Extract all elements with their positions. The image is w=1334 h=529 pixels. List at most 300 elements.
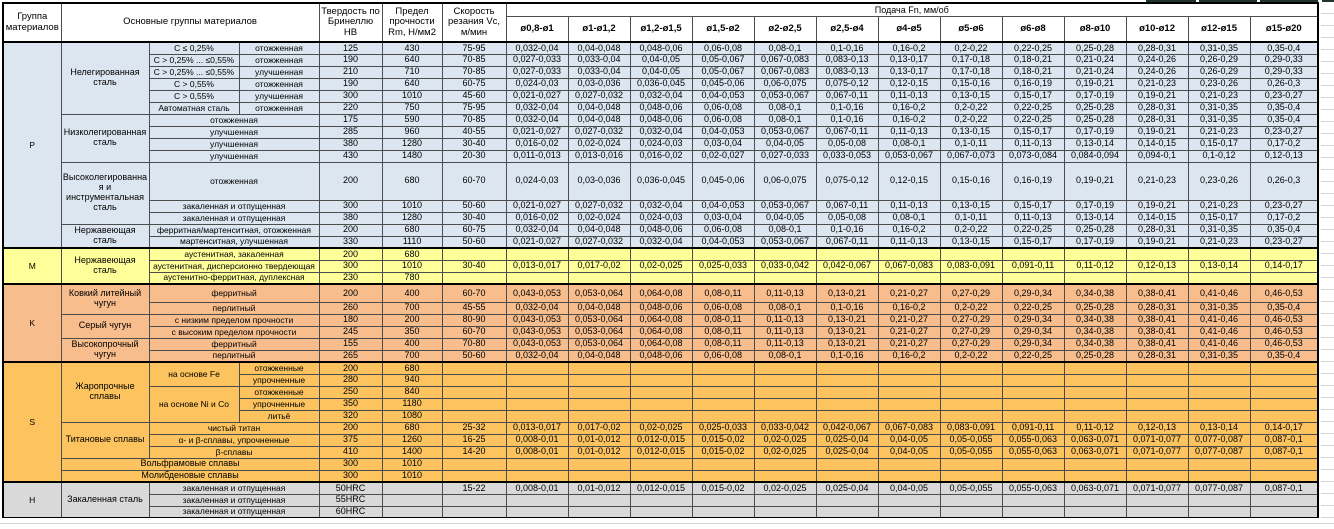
- table-cell[interactable]: [442, 374, 506, 386]
- feed-cell[interactable]: [1188, 410, 1250, 422]
- feed-cell[interactable]: 0,08-0,11: [692, 284, 754, 302]
- feed-cell[interactable]: 0,032-0,04: [506, 42, 568, 54]
- table-cell[interactable]: 380: [319, 138, 382, 150]
- feed-cell[interactable]: [940, 272, 1002, 284]
- feed-cell[interactable]: 0,021-0,027: [506, 90, 568, 102]
- feed-cell[interactable]: [816, 386, 878, 398]
- feed-cell[interactable]: 0,013-0,017: [506, 422, 568, 434]
- feed-cell[interactable]: 0,31-0,35: [1188, 302, 1250, 314]
- feed-cell[interactable]: 0,01-0,012: [568, 434, 630, 446]
- feed-cell[interactable]: 0,16-0,2: [878, 114, 940, 126]
- header-feed-col[interactable]: ø1,2-ø1,5: [630, 17, 692, 43]
- feed-cell[interactable]: 0,067-0,11: [816, 90, 878, 102]
- feed-cell[interactable]: [1002, 410, 1064, 422]
- feed-cell[interactable]: 0,19-0,21: [1126, 236, 1188, 248]
- feed-cell[interactable]: 0,16-0,2: [878, 302, 940, 314]
- feed-cell[interactable]: [692, 272, 754, 284]
- table-cell[interactable]: 1010: [382, 458, 442, 470]
- feed-cell[interactable]: [940, 494, 1002, 506]
- table-cell[interactable]: 75-95: [442, 102, 506, 114]
- feed-cell[interactable]: [940, 362, 1002, 374]
- feed-cell[interactable]: 0,055-0,063: [1002, 482, 1064, 494]
- table-cell[interactable]: 680: [382, 224, 442, 236]
- table-cell[interactable]: 300: [319, 260, 382, 272]
- feed-cell[interactable]: 0,13-0,15: [940, 236, 1002, 248]
- feed-cell[interactable]: 0,02-0,025: [630, 422, 692, 434]
- feed-cell[interactable]: 0,04-0,05: [754, 212, 816, 224]
- table-cell[interactable]: 750: [382, 102, 442, 114]
- feed-cell[interactable]: 0,17-0,19: [1064, 200, 1126, 212]
- feed-cell[interactable]: 0,04-0,048: [568, 350, 630, 362]
- feed-cell[interactable]: 0,048-0,06: [630, 42, 692, 54]
- feed-cell[interactable]: [878, 374, 940, 386]
- feed-cell[interactable]: [1064, 494, 1126, 506]
- table-cell[interactable]: перлитный: [149, 302, 319, 314]
- feed-cell[interactable]: 0,012-0,015: [630, 446, 692, 458]
- feed-cell[interactable]: 0,08-0,1: [878, 138, 940, 150]
- feed-cell[interactable]: [1002, 494, 1064, 506]
- feed-cell[interactable]: 0,35-0,4: [1250, 114, 1318, 126]
- feed-cell[interactable]: 0,036-0,045: [630, 78, 692, 90]
- feed-cell[interactable]: 0,24-0,26: [1126, 54, 1188, 66]
- feed-cell[interactable]: 0,23-0,26: [1188, 162, 1250, 200]
- feed-cell[interactable]: 0,04-0,053: [692, 90, 754, 102]
- feed-cell[interactable]: 0,032-0,04: [506, 102, 568, 114]
- group-letter-cell[interactable]: P: [3, 42, 61, 248]
- feed-cell[interactable]: [692, 470, 754, 482]
- feed-cell[interactable]: 0,13-0,21: [816, 338, 878, 350]
- table-cell[interactable]: 840: [382, 386, 442, 398]
- feed-cell[interactable]: [1064, 374, 1126, 386]
- feed-cell[interactable]: 0,15-0,16: [940, 78, 1002, 90]
- feed-cell[interactable]: 0,043-0,053: [506, 326, 568, 338]
- table-cell[interactable]: 20-30: [442, 150, 506, 162]
- feed-cell[interactable]: [878, 506, 940, 518]
- table-cell[interactable]: 60-70: [442, 162, 506, 200]
- feed-cell[interactable]: [568, 470, 630, 482]
- group-letter-cell[interactable]: S: [3, 362, 61, 482]
- table-cell[interactable]: Вольфрамовые сплавы: [61, 458, 319, 470]
- feed-cell[interactable]: 0,083-0,13: [816, 66, 878, 78]
- feed-cell[interactable]: 0,033-0,042: [754, 422, 816, 434]
- feed-cell[interactable]: 0,03-0,036: [568, 162, 630, 200]
- feed-cell[interactable]: 0,024-0,03: [630, 212, 692, 224]
- feed-cell[interactable]: 0,05-0,067: [692, 66, 754, 78]
- table-cell[interactable]: улучшенная: [239, 90, 319, 102]
- feed-cell[interactable]: 0,05-0,055: [940, 434, 1002, 446]
- table-cell[interactable]: Жаропрочные сплавы: [61, 362, 149, 422]
- feed-cell[interactable]: 0,094-0,1: [1126, 150, 1188, 162]
- table-cell[interactable]: ферритный: [149, 284, 319, 302]
- feed-cell[interactable]: 0,34-0,38: [1064, 338, 1126, 350]
- table-cell[interactable]: 300: [319, 90, 382, 102]
- feed-cell[interactable]: 0,048-0,06: [630, 302, 692, 314]
- feed-cell[interactable]: [878, 398, 940, 410]
- feed-cell[interactable]: 0,053-0,067: [754, 126, 816, 138]
- feed-cell[interactable]: [630, 410, 692, 422]
- table-cell[interactable]: [442, 398, 506, 410]
- feed-cell[interactable]: 0,053-0,067: [754, 236, 816, 248]
- table-cell[interactable]: 200: [319, 248, 382, 260]
- feed-cell[interactable]: [1188, 386, 1250, 398]
- feed-cell[interactable]: 0,21-0,24: [1064, 54, 1126, 66]
- feed-cell[interactable]: 0,29-0,34: [1002, 338, 1064, 350]
- table-cell[interactable]: чистый титан: [149, 422, 319, 434]
- feed-cell[interactable]: 0,02-0,024: [568, 212, 630, 224]
- feed-cell[interactable]: 0,04-0,048: [568, 302, 630, 314]
- feed-cell[interactable]: 0,075-0,12: [816, 78, 878, 90]
- table-cell[interactable]: 70-85: [442, 66, 506, 78]
- feed-cell[interactable]: [692, 410, 754, 422]
- table-cell[interactable]: [442, 362, 506, 374]
- table-cell[interactable]: 60-75: [442, 78, 506, 90]
- group-letter-cell[interactable]: M: [3, 248, 61, 284]
- table-cell[interactable]: упрочненные: [239, 398, 319, 410]
- feed-cell[interactable]: 0,21-0,23: [1188, 236, 1250, 248]
- feed-cell[interactable]: [816, 470, 878, 482]
- feed-cell[interactable]: 0,02-0,025: [630, 260, 692, 272]
- feed-cell[interactable]: [506, 458, 568, 470]
- table-cell[interactable]: С > 0,55%: [149, 90, 239, 102]
- table-cell[interactable]: 200: [319, 224, 382, 236]
- feed-cell[interactable]: 0,35-0,4: [1250, 224, 1318, 236]
- feed-cell[interactable]: [1002, 272, 1064, 284]
- feed-cell[interactable]: 0,04-0,05: [754, 138, 816, 150]
- feed-cell[interactable]: 0,21-0,23: [1188, 126, 1250, 138]
- table-cell[interactable]: 245: [319, 326, 382, 338]
- table-cell[interactable]: 14-20: [442, 446, 506, 458]
- feed-cell[interactable]: 0,087-0,1: [1250, 446, 1318, 458]
- feed-cell[interactable]: 0,048-0,06: [630, 114, 692, 126]
- feed-cell[interactable]: 0,17-0,2: [1250, 212, 1318, 224]
- table-cell[interactable]: 680: [382, 362, 442, 374]
- feed-cell[interactable]: [878, 494, 940, 506]
- feed-cell[interactable]: 0,15-0,16: [940, 162, 1002, 200]
- feed-cell[interactable]: 0,15-0,17: [1002, 126, 1064, 138]
- feed-cell[interactable]: 0,19-0,21: [1064, 78, 1126, 90]
- feed-cell[interactable]: 0,29-0,34: [1002, 314, 1064, 326]
- feed-cell[interactable]: [816, 506, 878, 518]
- header-feed-col[interactable]: ø2-ø2,5: [754, 17, 816, 43]
- feed-cell[interactable]: 0,015-0,02: [692, 434, 754, 446]
- feed-cell[interactable]: 0,23-0,26: [1188, 78, 1250, 90]
- feed-cell[interactable]: [754, 272, 816, 284]
- header-speed[interactable]: Скорость резания Vc, м/мин: [442, 3, 506, 42]
- feed-cell[interactable]: [940, 506, 1002, 518]
- table-cell[interactable]: 640: [382, 54, 442, 66]
- feed-cell[interactable]: 0,13-0,14: [1188, 260, 1250, 272]
- feed-cell[interactable]: 0,28-0,31: [1126, 350, 1188, 362]
- feed-cell[interactable]: 0,06-0,08: [692, 102, 754, 114]
- feed-cell[interactable]: [1126, 374, 1188, 386]
- table-cell[interactable]: упрочненные: [239, 374, 319, 386]
- feed-cell[interactable]: 0,032-0,04: [630, 200, 692, 212]
- feed-cell[interactable]: 0,15-0,17: [1002, 90, 1064, 102]
- feed-cell[interactable]: 0,28-0,31: [1126, 102, 1188, 114]
- feed-cell[interactable]: [1250, 374, 1318, 386]
- feed-cell[interactable]: [878, 362, 940, 374]
- feed-cell[interactable]: [630, 272, 692, 284]
- feed-cell[interactable]: 0,2-0,22: [940, 42, 1002, 54]
- feed-cell[interactable]: [878, 470, 940, 482]
- feed-cell[interactable]: [506, 386, 568, 398]
- feed-cell[interactable]: [1126, 386, 1188, 398]
- feed-cell[interactable]: 0,053-0,064: [568, 326, 630, 338]
- feed-cell[interactable]: [754, 470, 816, 482]
- feed-cell[interactable]: 0,21-0,24: [1064, 66, 1126, 78]
- feed-cell[interactable]: 0,35-0,4: [1250, 302, 1318, 314]
- feed-cell[interactable]: 0,045-0,06: [692, 162, 754, 200]
- table-cell[interactable]: 430: [319, 150, 382, 162]
- feed-cell[interactable]: [692, 386, 754, 398]
- feed-cell[interactable]: 0,025-0,033: [692, 260, 754, 272]
- feed-cell[interactable]: 0,13-0,17: [878, 66, 940, 78]
- feed-cell[interactable]: 0,29-0,33: [1250, 54, 1318, 66]
- feed-cell[interactable]: [568, 272, 630, 284]
- feed-cell[interactable]: 0,15-0,17: [1002, 236, 1064, 248]
- table-cell[interactable]: [442, 410, 506, 422]
- feed-cell[interactable]: 0,045-0,06: [692, 78, 754, 90]
- feed-cell[interactable]: [816, 494, 878, 506]
- feed-cell[interactable]: 0,05-0,067: [692, 54, 754, 66]
- feed-cell[interactable]: [568, 458, 630, 470]
- feed-cell[interactable]: 0,024-0,03: [506, 78, 568, 90]
- table-cell[interactable]: Молибденовые сплавы: [61, 470, 319, 482]
- feed-cell[interactable]: 0,008-0,01: [506, 446, 568, 458]
- table-cell[interactable]: 380: [319, 212, 382, 224]
- feed-cell[interactable]: 0,008-0,01: [506, 482, 568, 494]
- feed-cell[interactable]: 0,12-0,15: [878, 162, 940, 200]
- feed-cell[interactable]: [1002, 386, 1064, 398]
- feed-cell[interactable]: [754, 458, 816, 470]
- feed-cell[interactable]: [630, 506, 692, 518]
- feed-cell[interactable]: 0,04-0,048: [568, 42, 630, 54]
- feed-cell[interactable]: 0,17-0,19: [1064, 126, 1126, 138]
- header-feed-col[interactable]: ø10-ø12: [1126, 17, 1188, 43]
- table-cell[interactable]: 50HRC: [319, 482, 382, 494]
- table-cell[interactable]: 70-85: [442, 54, 506, 66]
- table-cell[interactable]: Титановые сплавы: [61, 422, 149, 458]
- feed-cell[interactable]: 0,067-0,11: [816, 200, 878, 212]
- table-cell[interactable]: 700: [382, 350, 442, 362]
- table-cell[interactable]: С > 0,25% ... ≤0,55%: [149, 54, 239, 66]
- table-cell[interactable]: 680: [382, 162, 442, 200]
- table-cell[interactable]: 125: [319, 42, 382, 54]
- feed-cell[interactable]: 0,23-0,27: [1250, 236, 1318, 248]
- feed-cell[interactable]: 0,04-0,05: [878, 434, 940, 446]
- feed-cell[interactable]: [754, 374, 816, 386]
- feed-cell[interactable]: [630, 248, 692, 260]
- feed-cell[interactable]: 0,13-0,14: [1064, 138, 1126, 150]
- feed-cell[interactable]: [506, 410, 568, 422]
- feed-cell[interactable]: 0,067-0,083: [878, 422, 940, 434]
- table-cell[interactable]: 220: [319, 102, 382, 114]
- feed-cell[interactable]: 0,26-0,3: [1250, 162, 1318, 200]
- feed-cell[interactable]: 0,048-0,06: [630, 102, 692, 114]
- feed-cell[interactable]: 0,21-0,23: [1188, 90, 1250, 102]
- feed-cell[interactable]: [506, 374, 568, 386]
- table-cell[interactable]: с низким пределом прочности: [149, 314, 319, 326]
- feed-cell[interactable]: 0,25-0,28: [1064, 114, 1126, 126]
- feed-cell[interactable]: 0,28-0,31: [1126, 224, 1188, 236]
- feed-cell[interactable]: [1188, 362, 1250, 374]
- feed-cell[interactable]: 0,091-0,11: [1002, 260, 1064, 272]
- feed-cell[interactable]: 0,21-0,23: [1126, 162, 1188, 200]
- feed-cell[interactable]: 0,34-0,38: [1064, 314, 1126, 326]
- feed-cell[interactable]: 0,15-0,17: [1002, 200, 1064, 212]
- feed-cell[interactable]: 0,08-0,1: [754, 114, 816, 126]
- feed-cell[interactable]: 0,12-0,13: [1126, 422, 1188, 434]
- feed-cell[interactable]: 0,032-0,04: [630, 236, 692, 248]
- feed-cell[interactable]: 0,11-0,13: [878, 90, 940, 102]
- feed-cell[interactable]: 0,077-0,087: [1188, 434, 1250, 446]
- feed-cell[interactable]: [630, 362, 692, 374]
- table-cell[interactable]: Нержавеющая сталь: [61, 248, 149, 284]
- feed-cell[interactable]: 0,11-0,13: [754, 284, 816, 302]
- header-hardness[interactable]: Твердость по Бринеллю HB: [319, 3, 382, 42]
- feed-cell[interactable]: [1002, 470, 1064, 482]
- feed-cell[interactable]: [878, 248, 940, 260]
- feed-cell[interactable]: 0,35-0,4: [1250, 102, 1318, 114]
- table-cell[interactable]: 590: [382, 114, 442, 126]
- table-cell[interactable]: отожженные: [239, 386, 319, 398]
- table-cell[interactable]: аустенитная, дисперсионно твердеющая: [149, 260, 319, 272]
- table-cell[interactable]: отожженная: [239, 78, 319, 90]
- table-cell[interactable]: 1280: [382, 212, 442, 224]
- table-cell[interactable]: 940: [382, 374, 442, 386]
- table-cell[interactable]: 50-60: [442, 350, 506, 362]
- feed-cell[interactable]: 0,21-0,23: [1126, 78, 1188, 90]
- feed-cell[interactable]: [1002, 458, 1064, 470]
- feed-cell[interactable]: [1188, 470, 1250, 482]
- feed-cell[interactable]: 0,1-0,16: [816, 114, 878, 126]
- table-cell[interactable]: 1400: [382, 446, 442, 458]
- feed-cell[interactable]: [940, 374, 1002, 386]
- table-cell[interactable]: 60-70: [442, 284, 506, 302]
- feed-cell[interactable]: 0,1-0,16: [816, 302, 878, 314]
- feed-cell[interactable]: 0,16-0,2: [878, 350, 940, 362]
- feed-cell[interactable]: 0,15-0,17: [1188, 212, 1250, 224]
- table-cell[interactable]: 330: [319, 236, 382, 248]
- feed-cell[interactable]: 0,08-0,1: [754, 102, 816, 114]
- feed-cell[interactable]: 0,077-0,087: [1188, 446, 1250, 458]
- table-cell[interactable]: 1010: [382, 260, 442, 272]
- table-cell[interactable]: 680: [382, 422, 442, 434]
- feed-cell[interactable]: 0,08-0,1: [754, 302, 816, 314]
- feed-cell[interactable]: [816, 458, 878, 470]
- feed-cell[interactable]: [506, 506, 568, 518]
- feed-cell[interactable]: 0,024-0,03: [630, 138, 692, 150]
- feed-cell[interactable]: 0,19-0,21: [1126, 200, 1188, 212]
- feed-cell[interactable]: 0,053-0,067: [754, 200, 816, 212]
- table-cell[interactable]: 200: [382, 314, 442, 326]
- table-cell[interactable]: 300: [319, 200, 382, 212]
- feed-cell[interactable]: 0,067-0,083: [754, 66, 816, 78]
- feed-cell[interactable]: 0,016-0,02: [506, 138, 568, 150]
- feed-cell[interactable]: [816, 362, 878, 374]
- table-cell[interactable]: 50-60: [442, 236, 506, 248]
- header-feed-col[interactable]: ø15-ø20: [1250, 17, 1318, 43]
- feed-cell[interactable]: 0,05-0,055: [940, 482, 1002, 494]
- feed-cell[interactable]: 0,1-0,12: [1188, 150, 1250, 162]
- table-cell[interactable]: ферритная/мартенситная, отожженная: [149, 224, 319, 236]
- table-cell[interactable]: 280: [319, 374, 382, 386]
- feed-cell[interactable]: [506, 248, 568, 260]
- feed-cell[interactable]: 0,27-0,29: [940, 284, 1002, 302]
- table-cell[interactable]: отожженная: [149, 114, 319, 126]
- feed-cell[interactable]: 0,38-0,41: [1126, 314, 1188, 326]
- header-feed-col[interactable]: ø2,5-ø4: [816, 17, 878, 43]
- feed-cell[interactable]: [1250, 458, 1318, 470]
- feed-cell[interactable]: [506, 494, 568, 506]
- table-cell[interactable]: 200: [319, 162, 382, 200]
- feed-cell[interactable]: [1250, 248, 1318, 260]
- table-cell[interactable]: 1280: [382, 138, 442, 150]
- feed-cell[interactable]: 0,25-0,28: [1064, 302, 1126, 314]
- table-cell[interactable]: 70-85: [442, 114, 506, 126]
- feed-cell[interactable]: 0,11-0,12: [1064, 260, 1126, 272]
- feed-cell[interactable]: 0,083-0,091: [940, 422, 1002, 434]
- feed-cell[interactable]: 0,11-0,13: [878, 236, 940, 248]
- feed-cell[interactable]: 0,021-0,027: [506, 200, 568, 212]
- feed-cell[interactable]: 0,08-0,1: [878, 212, 940, 224]
- feed-cell[interactable]: [1188, 458, 1250, 470]
- table-cell[interactable]: перлитный: [149, 350, 319, 362]
- feed-cell[interactable]: 0,032-0,04: [506, 350, 568, 362]
- table-cell[interactable]: 230: [319, 272, 382, 284]
- feed-cell[interactable]: 0,31-0,35: [1188, 102, 1250, 114]
- feed-cell[interactable]: 0,02-0,027: [692, 150, 754, 162]
- feed-cell[interactable]: [692, 248, 754, 260]
- feed-cell[interactable]: [1126, 410, 1188, 422]
- feed-cell[interactable]: 0,032-0,04: [506, 224, 568, 236]
- table-cell[interactable]: [442, 248, 506, 260]
- feed-cell[interactable]: 0,008-0,01: [506, 434, 568, 446]
- feed-cell[interactable]: 0,11-0,13: [1002, 138, 1064, 150]
- feed-cell[interactable]: 0,08-0,1: [754, 42, 816, 54]
- feed-cell[interactable]: 0,14-0,15: [1126, 212, 1188, 224]
- feed-cell[interactable]: 0,055-0,063: [1002, 434, 1064, 446]
- table-cell[interactable]: [442, 458, 506, 470]
- header-feed-col[interactable]: ø0,8-ø1: [506, 17, 568, 43]
- feed-cell[interactable]: 0,1-0,16: [816, 102, 878, 114]
- table-cell[interactable]: улучшенная: [149, 138, 319, 150]
- feed-cell[interactable]: 0,04-0,053: [692, 126, 754, 138]
- feed-cell[interactable]: 0,025-0,04: [816, 434, 878, 446]
- feed-cell[interactable]: 0,31-0,35: [1188, 114, 1250, 126]
- feed-cell[interactable]: 0,027-0,033: [506, 66, 568, 78]
- feed-cell[interactable]: 0,06-0,08: [692, 350, 754, 362]
- feed-cell[interactable]: 0,053-0,064: [568, 314, 630, 326]
- feed-cell[interactable]: 0,12-0,13: [1250, 150, 1318, 162]
- feed-cell[interactable]: 0,21-0,27: [878, 284, 940, 302]
- feed-cell[interactable]: 0,033-0,04: [568, 54, 630, 66]
- table-cell[interactable]: β-сплавы: [149, 446, 319, 458]
- feed-cell[interactable]: [754, 398, 816, 410]
- feed-cell[interactable]: 0,027-0,033: [506, 54, 568, 66]
- feed-cell[interactable]: 0,11-0,13: [754, 338, 816, 350]
- feed-cell[interactable]: 0,19-0,21: [1126, 90, 1188, 102]
- feed-cell[interactable]: 0,31-0,35: [1188, 224, 1250, 236]
- feed-cell[interactable]: [1126, 248, 1188, 260]
- feed-cell[interactable]: 0,015-0,02: [692, 446, 754, 458]
- feed-cell[interactable]: 0,26-0,3: [1250, 78, 1318, 90]
- feed-cell[interactable]: 0,033-0,04: [568, 66, 630, 78]
- header-group-column[interactable]: Группа материалов: [3, 3, 61, 42]
- feed-cell[interactable]: [754, 410, 816, 422]
- feed-cell[interactable]: 0,015-0,02: [692, 482, 754, 494]
- feed-cell[interactable]: 0,017-0,02: [568, 422, 630, 434]
